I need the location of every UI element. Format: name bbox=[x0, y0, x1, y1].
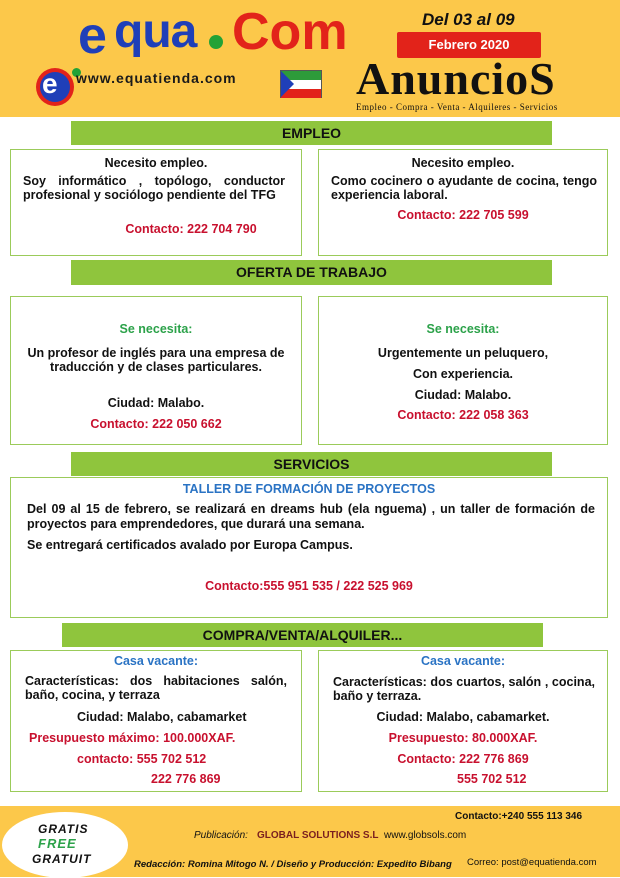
flag-icon bbox=[280, 70, 322, 98]
oferta-card-2 bbox=[318, 296, 608, 445]
footer-email[interactable]: Correo: post@equatienda.com bbox=[467, 857, 597, 868]
card-city: Ciudad: Malabo. bbox=[107, 396, 205, 410]
issue-dates: Del 03 al 09 bbox=[422, 10, 515, 29]
logo-qua: qua bbox=[114, 5, 197, 58]
card-contact: Contacto: 222 058 363 bbox=[397, 408, 529, 422]
card-contact-2: 555 702 512 bbox=[457, 772, 527, 786]
card-heading: Casa vacante: bbox=[420, 654, 506, 668]
card-city: Ciudad: Malabo. bbox=[414, 388, 512, 402]
card-city: Ciudad: Malabo, cabamarket bbox=[77, 710, 247, 724]
footer-contact: Contacto:+240 555 113 346 bbox=[455, 811, 583, 822]
compra-card-2 bbox=[318, 650, 608, 792]
compra-card-1 bbox=[10, 650, 302, 792]
publisher-website[interactable]: www.globsols.com bbox=[384, 830, 467, 841]
card-body: Características: dos habitaciones salón, baño, cocina, y terraza bbox=[25, 674, 287, 702]
card-heading: Se necesita: bbox=[119, 322, 193, 336]
card-heading: Necesito empleo. bbox=[104, 156, 208, 170]
publisher-name: GLOBAL SOLUTIONS S.L bbox=[257, 830, 379, 841]
logo-dot bbox=[209, 35, 223, 49]
card-certificate: Se entregará certificados avalado por Europa Campus. bbox=[27, 538, 353, 552]
card-body: Del 09 al 15 de febrero, se realizará en dreams hub (ela nguema) , un taller de formación de proyectos para emprendedores, que durará una semana. bbox=[27, 502, 595, 531]
card-contact-2: 222 776 869 bbox=[151, 772, 221, 786]
logo-letter-e: e bbox=[78, 7, 107, 65]
card-contact: Contacto: 222 705 599 bbox=[397, 208, 529, 222]
card-body: Un profesor de inglés para una empresa de traducción y de clases particulares. bbox=[27, 346, 285, 374]
card-city: Ciudad: Malabo, cabamarket. bbox=[376, 710, 550, 724]
card-heading: Casa vacante: bbox=[113, 654, 199, 668]
section-servicios-title: SERVICIOS bbox=[71, 452, 552, 476]
card-contact: Contacto: 222 704 790 bbox=[125, 222, 257, 236]
website-link[interactable]: www.equatienda.com bbox=[76, 70, 237, 86]
card-body: Como cocinero o ayudante de cocina, tengo experiencia laboral. bbox=[331, 174, 597, 202]
tagline: Empleo - Compra - Venta - Alquileres - Servicios bbox=[356, 102, 558, 112]
publication-label: Publicación: bbox=[194, 830, 248, 841]
section-empleo-title: EMPLEO bbox=[71, 121, 552, 145]
empleo-card-1 bbox=[10, 149, 302, 256]
badge-gratuit: GRATUIT bbox=[32, 852, 92, 866]
logo-emblem bbox=[36, 68, 74, 106]
card-contact: Contacto: 222 776 869 bbox=[397, 752, 529, 766]
card-body: Características: dos cuartos, salón , cocina, baño y terraza. bbox=[333, 675, 595, 703]
footer-credits: Redacción: Romina Mitogo N. / Diseño y Producción: Expedito Bibang bbox=[134, 859, 452, 870]
card-contact: Contacto:555 951 535 / 222 525 969 bbox=[205, 579, 413, 593]
card-contact: contacto: 555 702 512 bbox=[77, 752, 207, 766]
header-banner bbox=[0, 0, 620, 117]
card-line-1: Urgentemente un peluquero, bbox=[377, 346, 549, 360]
empleo-card-2 bbox=[318, 149, 608, 256]
issue-month-badge: Febrero 2020 bbox=[397, 32, 541, 58]
card-budget: Presupuesto: 80.000XAF. bbox=[388, 731, 538, 745]
logo-emblem-letter: e bbox=[42, 68, 58, 99]
oferta-card-1 bbox=[10, 296, 302, 445]
servicios-card bbox=[10, 477, 608, 618]
card-line-2: Con experiencia. bbox=[412, 367, 514, 381]
badge-free: FREE bbox=[38, 836, 77, 851]
footer bbox=[0, 806, 620, 877]
card-budget: Presupuesto máximo: 100.000XAF. bbox=[29, 731, 236, 745]
section-oferta-title: OFERTA DE TRABAJO bbox=[71, 260, 552, 285]
card-heading: Se necesita: bbox=[426, 322, 500, 336]
badge-gratis: GRATIS bbox=[38, 822, 89, 836]
section-compra-title: COMPRA/VENTA/ALQUILER... bbox=[62, 623, 543, 647]
card-heading: TALLER DE FORMACIÓN DE PROYECTOS bbox=[182, 482, 436, 496]
card-contact: Contacto: 222 050 662 bbox=[90, 417, 222, 431]
logo-com: Com bbox=[232, 3, 348, 61]
free-badge bbox=[2, 812, 128, 878]
card-heading: Necesito empleo. bbox=[411, 156, 515, 170]
card-body: Soy informático , topólogo, conductor profesional y sociólogo pendiente del TFG bbox=[23, 174, 285, 202]
page-title: AnuncioS bbox=[356, 53, 556, 104]
